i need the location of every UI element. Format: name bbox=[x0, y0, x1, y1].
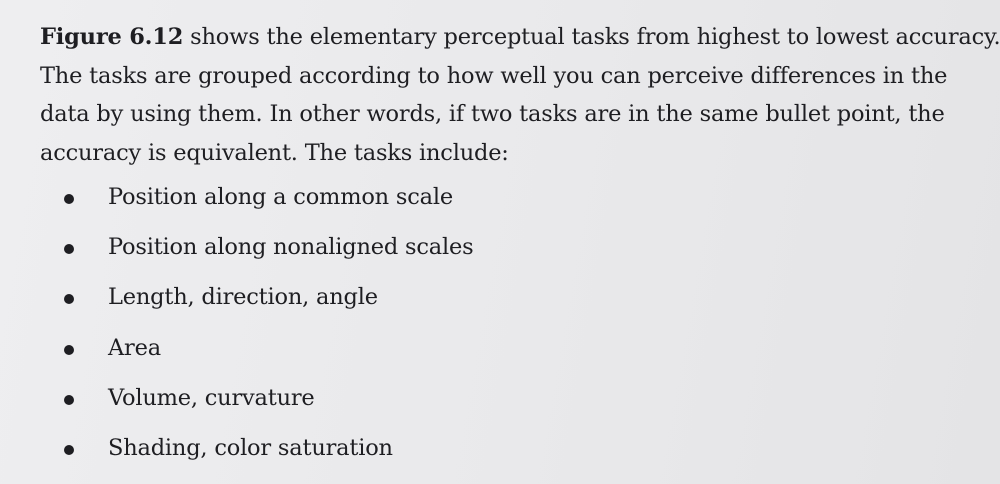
bullet-icon bbox=[64, 445, 74, 455]
paragraph-line-1 bbox=[40, 18, 1000, 57]
list-item bbox=[0, 176, 1000, 226]
intro-paragraph bbox=[40, 18, 1000, 172]
task-label: Length, direction, angle bbox=[108, 284, 378, 311]
list-item bbox=[0, 276, 1000, 326]
list-item bbox=[0, 226, 1000, 276]
bullet-icon bbox=[64, 194, 74, 204]
paragraph-line-2: The tasks are grouped according to how well you can perceive differences in the bbox=[40, 62, 948, 89]
task-label: Area bbox=[108, 334, 161, 361]
task-label: Volume, curvature bbox=[108, 384, 315, 411]
bullet-icon bbox=[64, 345, 74, 355]
figure-reference: Figure 6.12 bbox=[40, 24, 184, 50]
task-label: Shading, color saturation bbox=[108, 434, 393, 461]
paragraph-line-4: accuracy is equivalent. The tasks include: bbox=[40, 139, 509, 166]
list-item bbox=[0, 327, 1000, 377]
bullet-icon bbox=[64, 294, 74, 304]
paragraph-line-3: data by using them. In other words, if two tasks are in the same bullet point, the bbox=[40, 101, 945, 127]
bullet-icon bbox=[64, 244, 74, 254]
paragraph-line-1-text: shows the elementary perceptual tasks from highest to lowest accuracy. bbox=[183, 24, 1000, 50]
task-bullet-list bbox=[0, 176, 1000, 477]
list-item bbox=[0, 427, 1000, 477]
task-label: Position along nonaligned scales bbox=[108, 234, 474, 261]
bullet-icon bbox=[64, 395, 74, 405]
list-item bbox=[0, 377, 1000, 427]
task-label: Position along a common scale bbox=[108, 184, 453, 210]
